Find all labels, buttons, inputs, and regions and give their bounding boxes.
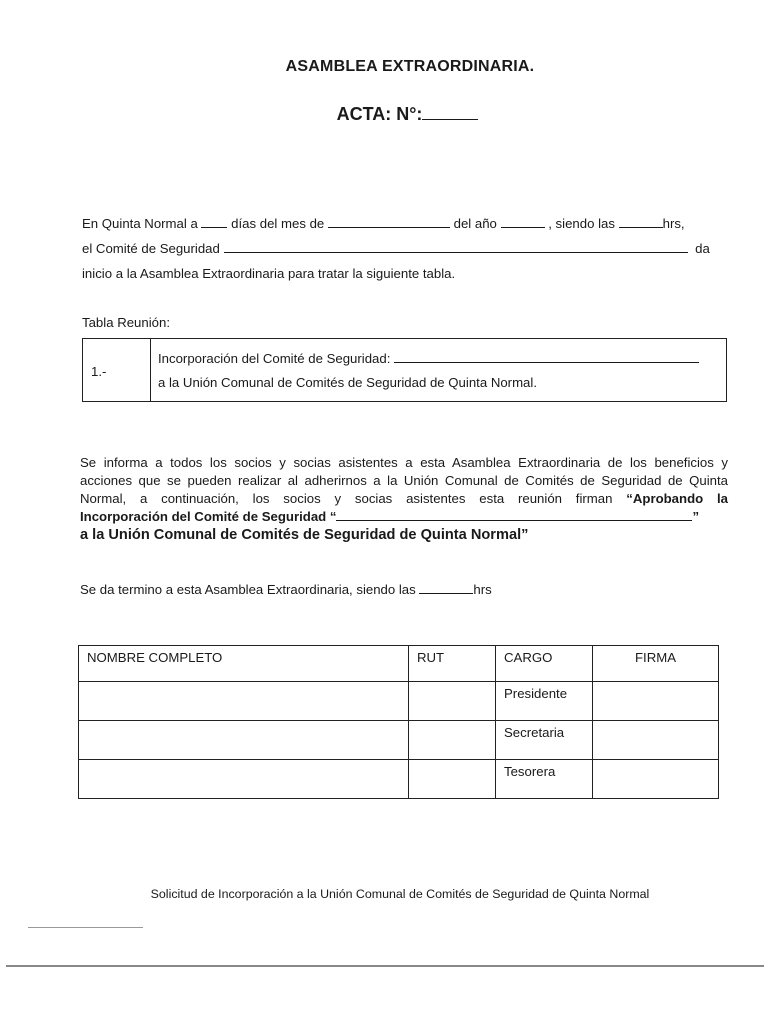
document-title: ASAMBLEA EXTRAORDINARIA. <box>285 58 535 75</box>
intro-text-hrs: hrs, <box>662 216 685 231</box>
agenda-table <box>82 338 727 402</box>
cargo-cell: Tesorera <box>496 760 593 799</box>
nombre-cell <box>79 682 409 721</box>
rut-cell <box>409 721 496 760</box>
short-divider <box>28 927 143 928</box>
rut-cell <box>409 760 496 799</box>
closing-time-blank <box>419 582 473 594</box>
nombre-cell <box>79 721 409 760</box>
agenda-item-line-1 <box>158 347 726 371</box>
info-line-3-bold: “Aprobando la <box>626 491 728 506</box>
intro-line-3: inicio a la Asamblea Extraordinaria para tratar la siguiente tabla. <box>82 266 456 281</box>
info-line-5: a la Unión Comunal de Comités de Seguridad de Quinta Normal” <box>80 527 529 543</box>
acta-number-blank <box>422 105 478 120</box>
page-footer: Solicitud de Incorporación a la Unión Comunal de Comités de Seguridad de Quinta Normal <box>150 887 650 901</box>
acta-label: ACTA: N°: <box>336 104 423 124</box>
info-line-3-text: Normal, a continuación, los socios y socias asistentes esta reunión firman <box>80 491 613 506</box>
intro-text-city: En Quinta Normal a <box>82 216 198 231</box>
closing-text: Se da termino a esta Asamblea Extraordinaria, siendo las <box>80 582 416 597</box>
time-blank <box>619 216 663 228</box>
info-line-1: Se informa a todos los socios y socias asistentes a esta Asamblea Extraordinaria de los beneficios y <box>80 455 728 470</box>
agenda-committee-blank <box>394 351 699 363</box>
firma-cell <box>593 721 719 760</box>
agenda-item-text-1: Incorporación del Comité de Seguridad: <box>158 351 391 366</box>
month-blank <box>328 216 450 228</box>
committee-name-blank <box>224 241 688 253</box>
info-line-3 <box>80 490 728 507</box>
intro-text-month: días del mes de <box>231 216 325 231</box>
page-divider <box>6 965 764 967</box>
year-blank <box>501 216 545 228</box>
closing-hrs: hrs <box>473 582 492 597</box>
nombre-cell <box>79 760 409 799</box>
header-firma: FIRMA <box>593 646 719 682</box>
agenda-item <box>151 339 727 402</box>
approval-committee-blank <box>336 509 692 521</box>
intro-line-1 <box>82 215 722 232</box>
intro-text-da: da <box>695 241 710 256</box>
header-rut: RUT <box>409 646 496 682</box>
info-line-4 <box>80 508 740 525</box>
intro-text-year: del año <box>453 216 497 231</box>
header-cargo: CARGO <box>496 646 593 682</box>
intro-text-time: , siendo las <box>548 216 615 231</box>
signature-table <box>78 645 719 799</box>
firma-cell <box>593 682 719 721</box>
acta-number <box>0 104 768 125</box>
intro-text-committee: el Comité de Seguridad <box>82 241 220 256</box>
header-nombre: NOMBRE COMPLETO <box>79 646 409 682</box>
info-line-2: acciones que se pueden realizar al adherirnos a la Unión Comunal de Comités de Seguridad de Quinta <box>80 473 728 488</box>
agenda-number: 1.- <box>83 339 151 402</box>
agenda-item-line-2: a la Unión Comunal de Comités de Seguridad de Quinta Normal. <box>158 375 537 390</box>
cargo-cell: Secretaria <box>496 721 593 760</box>
info-line-4-close-quote: ” <box>692 509 700 524</box>
cargo-cell: Presidente <box>496 682 593 721</box>
signature-header-row <box>79 646 719 682</box>
table-row <box>79 682 719 721</box>
day-blank <box>201 216 227 228</box>
closing-line <box>80 581 492 598</box>
intro-line-2 <box>82 240 722 257</box>
rut-cell <box>409 682 496 721</box>
agenda-label: Tabla Reunión: <box>82 315 170 330</box>
table-row <box>79 721 719 760</box>
table-row <box>79 760 719 799</box>
info-line-4-text: Incorporación del Comité de Seguridad “ <box>80 509 337 524</box>
firma-cell <box>593 760 719 799</box>
